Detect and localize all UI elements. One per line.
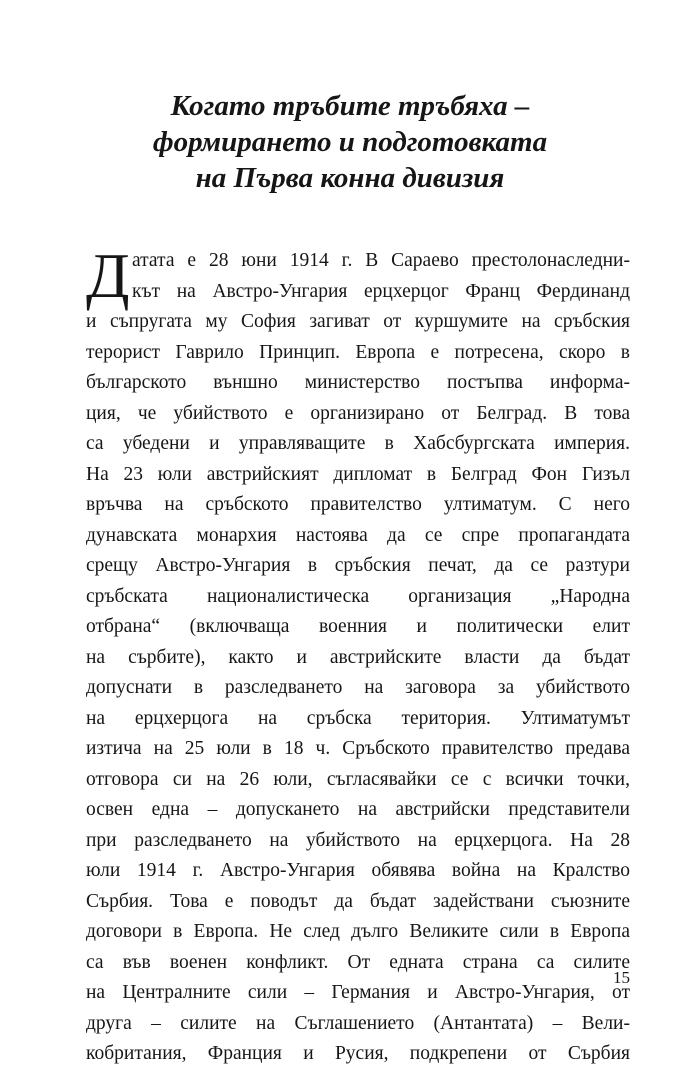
text-line: допуснати в разследването на заговора за убийството — [86, 677, 630, 698]
chapter-title-line-3: на Първа конна дивизия — [195, 162, 505, 194]
text-line: Сърбия. Това е поводът да бъдат задействани съюзните — [86, 890, 630, 912]
text-line: връчва на сръбското правителство ултиматум. С него — [86, 494, 630, 515]
text-line: договори в Европа. Не след дълго Великите сили в Европа — [86, 921, 630, 942]
chapter-title-line-1: Когато тръбите тръбяха – — [170, 90, 530, 122]
text-line: при разследването на убийството на ерцхерцога. На 28 — [86, 829, 630, 851]
text-line: българското външно министерство постъпва информа- — [86, 372, 630, 393]
text-line: терорист Гаврило Принцип. Европа е потресена, скоро в — [86, 341, 630, 363]
text-line: кът на Австро-Унгария ерцхерцог Франц Фердинанд — [132, 280, 630, 302]
text-line: друга – силите на Съглашението (Антантата) – Вели- — [86, 1012, 630, 1034]
text-line: сръбската националистическа организация „Народна — [86, 585, 630, 607]
text-line: дунавската монархия настоява да се спре пропагандата — [86, 524, 630, 546]
text-line: на ерцхерцога на сръбска територия. Ултиматумът — [86, 707, 630, 729]
text-line: атата е 28 юни 1914 г. В Сараево престолонаследни- — [132, 250, 630, 271]
text-line: срещу Австро-Унгария в сръбския печат, да се разтури — [86, 555, 630, 576]
text-line: на Централните сили – Германия и Австро-Унгария, от — [86, 982, 630, 1003]
drop-cap: Д — [86, 240, 130, 311]
text-line: отговора си на 26 юли, съгласявайки се с всички точки, — [86, 768, 630, 790]
text-line: юли 1914 г. Австро-Унгария обявява война на Кралство — [86, 860, 630, 881]
chapter-title-line-2: формирането и подготовката — [152, 126, 548, 158]
text-line: са убедени и управляващите в Хабсбургската империя. — [86, 433, 630, 454]
text-line: на сърбите), както и австрийските власти да бъдат — [86, 646, 630, 668]
text-line: ция, че убийството е организирано от Белград. В това — [86, 402, 630, 424]
text-line: освен една – допускането на австрийски представители — [86, 799, 630, 820]
text-line: и съпругата му София загиват от куршумите на сръбския — [86, 311, 630, 332]
text-line: отбрана“ (включваща военния и политически елит — [86, 616, 630, 637]
text-line: са във военен конфликт. От едната страна са силите — [86, 951, 630, 973]
page-number: 15 — [613, 968, 630, 987]
body-paragraph — [86, 240, 630, 1070]
text-line: кобритания, Франция и Русия, подкрепени от Сърбия — [86, 1043, 630, 1064]
text-line: На 23 юли австрийският дипломат в Белград Фон Гизъл — [86, 463, 630, 485]
text-line: изтича на 25 юли в 18 ч. Сръбското правителство предава — [86, 738, 630, 759]
chapter-title — [60, 88, 640, 196]
